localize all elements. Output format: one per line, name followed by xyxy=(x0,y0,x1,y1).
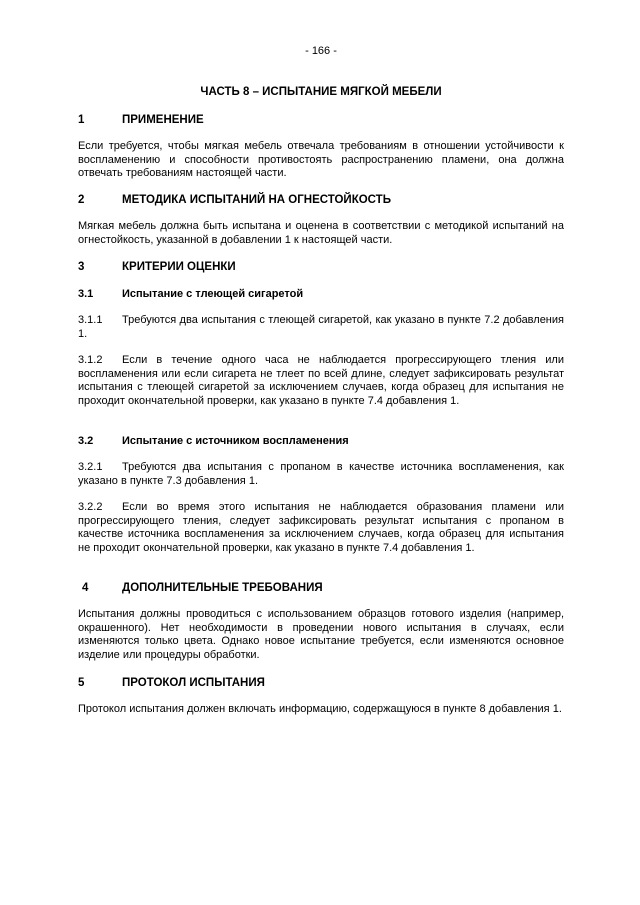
paragraph-3-2-2 xyxy=(78,501,564,555)
section-title: ПРОТОКОЛ ИСПЫТАНИЯ xyxy=(122,677,265,689)
paragraph-text: Требуются два испытания с пропаном в качестве источника воспламенения, как указано в пункте 7.3 добавления 1. xyxy=(78,461,564,487)
part-title: ЧАСТЬ 8 – ИСПЫТАНИЕ МЯГКОЙ МЕБЕЛИ xyxy=(200,86,442,98)
section-title: МЕТОДИКА ИСПЫТАНИЙ НА ОГНЕСТОЙКОСТЬ xyxy=(122,194,391,206)
section-1-heading xyxy=(78,114,564,126)
paragraph-3-2-1 xyxy=(78,461,564,488)
section-4-text: Испытания должны проводиться с использованием образцов готового изделия (например, окрашенного). Нет необходимости в проведении нового испытания в случаях, если изменяются только цвета. Однако новое испытание требуется, если изменяются основное изделие или процедуры обработки. xyxy=(78,608,564,661)
section-number: 2 xyxy=(78,194,85,206)
paragraph-number: 3.2.2 xyxy=(78,501,103,513)
paragraph-text: Требуются два испытания с тлеющей сигаретой, как указано в пункте 7.2 добавления 1. xyxy=(78,314,564,340)
section-2-text: Мягкая мебель должна быть испытана и оценена в соответствии с методикой испытаний на огнестойкость, указанной в добавлении 1 к настоящей части. xyxy=(78,220,564,246)
section-3-heading xyxy=(78,261,564,273)
paragraph-number: 3.2.1 xyxy=(78,461,103,473)
section-1-text: Если требуется, чтобы мягкая мебель отвечала требованиям в отношении устойчивости к воспламенению и способности противостоять распространению пламени, она должна отвечать требованиям настоящей части. xyxy=(78,140,564,180)
paragraph-number: 3.1.1 xyxy=(78,314,103,326)
section-title: ПРИМЕНЕНИЕ xyxy=(122,114,204,126)
section-number: 4 xyxy=(82,582,89,594)
paragraph-3-1-2 xyxy=(78,354,564,408)
paragraph-number: 3.1.2 xyxy=(78,354,103,366)
section-number: 3 xyxy=(78,261,85,273)
section-number: 1 xyxy=(78,114,85,126)
section-2-heading xyxy=(78,194,564,206)
subsection-title: Испытание с источником воспламенения xyxy=(122,435,349,447)
subsection-3-2-heading xyxy=(78,435,564,447)
subsection-title: Испытание с тлеющей сигаретой xyxy=(122,288,304,300)
section-title: ДОПОЛНИТЕЛЬНЫЕ ТРЕБОВАНИЯ xyxy=(122,582,323,594)
subsection-number: 3.2 xyxy=(78,435,94,447)
section-5-heading xyxy=(78,677,564,689)
section-4-heading xyxy=(78,582,564,594)
page-number: - 166 - xyxy=(305,45,337,57)
paragraph-text: Если в течение одного часа не наблюдается прогрессирующего тления или воспламенения или если сигарета не тлеет по всей длине, следует зафиксировать результат испытания с тлеющей сигаретой за исключением случаев, когда образец для испытания не проходит окончательной проверки, как указано в пункте 7.4 добавления 1. xyxy=(78,354,564,407)
section-number: 5 xyxy=(78,677,85,689)
document-page xyxy=(78,0,564,905)
paragraph-3-1-1 xyxy=(78,314,564,341)
subsection-number: 3.1 xyxy=(78,288,94,300)
section-title: КРИТЕРИИ ОЦЕНКИ xyxy=(122,261,236,273)
paragraph-text: Если во время этого испытания не наблюдается образования пламени или прогрессирующего тления, следует зафиксировать результат испытания с пропаном в качестве источника воспламенения за исключением случаев, когда образец для испытания не проходит окончательной проверки, как указано в пункте 7.4 добавления 1. xyxy=(78,501,564,554)
section-5-text: Протокол испытания должен включать информацию, содержащуюся в пункте 8 добавления 1. xyxy=(78,703,562,715)
subsection-3-1-heading xyxy=(78,288,564,300)
